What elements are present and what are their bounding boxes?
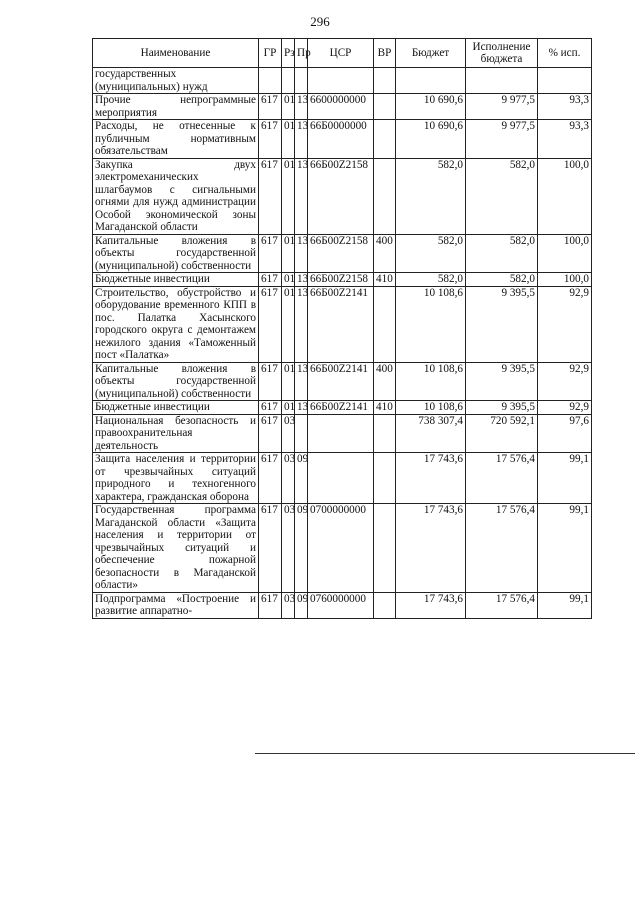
row-name: Национальная безопасность и правоохранительная деятельность [93,414,259,453]
bottom-rule [255,753,635,754]
row-pr: 13 [295,401,308,415]
row-pr: 09 [295,504,308,593]
row-csr: 66Б00Z2141 [308,401,374,415]
row-csr: 66Б00Z2141 [308,362,374,401]
row-percent: 93,3 [538,94,592,120]
row-name: Капитальные вложения в объекты государственной (муниципальной) собственности [93,234,259,273]
row-gr: 617 [259,592,282,618]
row-percent [538,68,592,94]
row-budget: 10 690,6 [396,120,466,159]
header-pr: Пр [295,39,308,68]
row-vr [374,414,396,453]
row-vr [374,592,396,618]
header-execution: Исполнение бюджета [466,39,538,68]
table-row [93,273,592,287]
row-percent: 100,0 [538,234,592,273]
row-name: Защита населения и территории от чрезвычайных ситуаций природного и техногенного характера, гражданская оборона [93,453,259,504]
row-gr: 617 [259,158,282,234]
row-gr: 617 [259,401,282,415]
row-gr [259,68,282,94]
header-budget: Бюджет [396,39,466,68]
header-gr: ГР [259,39,282,68]
row-name: Бюджетные инвестиции [93,273,259,287]
row-vr [374,504,396,593]
table-row [93,414,592,453]
table-header-row [93,39,592,68]
table-row [93,401,592,415]
header-rz: Рз [282,39,295,68]
row-percent: 93,3 [538,120,592,159]
row-percent: 99,1 [538,453,592,504]
row-pr: 13 [295,286,308,362]
row-execution: 9 395,5 [466,362,538,401]
row-gr: 617 [259,362,282,401]
row-execution: 9 395,5 [466,286,538,362]
row-vr: 400 [374,234,396,273]
header-percent: % исп. [538,39,592,68]
row-percent: 92,9 [538,286,592,362]
row-percent: 92,9 [538,401,592,415]
row-budget: 17 743,6 [396,592,466,618]
row-name: Государственная программа Магаданской области «Защита населения и территории от чрезвычайных ситуаций и обеспечение пожарной безопасности в Магаданской области» [93,504,259,593]
table-row [93,362,592,401]
row-csr: 66Б0000000 [308,120,374,159]
row-execution: 9 977,5 [466,120,538,159]
row-budget: 10 108,6 [396,401,466,415]
row-csr: 66Б00Z2158 [308,273,374,287]
row-rz: 01 [282,401,295,415]
row-name: Закупка двух электромеханических шлагбаумов с сигнальными огнями для нужд администрации Особой экономической зоны Магаданской области [93,158,259,234]
row-execution: 582,0 [466,273,538,287]
row-vr [374,120,396,159]
row-vr [374,94,396,120]
row-gr: 617 [259,273,282,287]
row-gr: 617 [259,234,282,273]
row-pr [295,68,308,94]
table-row [93,68,592,94]
row-rz: 03 [282,504,295,593]
budget-table [92,38,592,619]
row-vr [374,453,396,504]
row-pr: 09 [295,592,308,618]
row-vr [374,286,396,362]
row-execution: 9 977,5 [466,94,538,120]
row-budget: 582,0 [396,234,466,273]
row-csr [308,453,374,504]
row-gr: 617 [259,453,282,504]
row-budget: 10 690,6 [396,94,466,120]
row-csr: 0760000000 [308,592,374,618]
row-budget: 10 108,6 [396,286,466,362]
table-row [93,94,592,120]
row-name: государственных (муниципальных) нужд [93,68,259,94]
row-rz: 01 [282,120,295,159]
row-execution: 17 576,4 [466,504,538,593]
row-budget: 10 108,6 [396,362,466,401]
table-row [93,120,592,159]
row-pr [295,414,308,453]
row-gr: 617 [259,504,282,593]
row-percent: 92,9 [538,362,592,401]
row-csr: 66Б00Z2158 [308,234,374,273]
row-percent: 99,1 [538,592,592,618]
row-rz: 01 [282,234,295,273]
row-name: Капитальные вложения в объекты государственной (муниципальной) собственности [93,362,259,401]
row-execution [466,68,538,94]
row-rz: 01 [282,94,295,120]
row-execution: 17 576,4 [466,592,538,618]
row-pr: 13 [295,273,308,287]
row-execution: 582,0 [466,158,538,234]
row-vr [374,158,396,234]
table-row [93,504,592,593]
row-name: Строительство, обустройство и оборудование временного КПП в пос. Палатка Хасынского городского округа с демонтажем нежилого здания «Таможенный пост «Палатка» [93,286,259,362]
row-percent: 100,0 [538,273,592,287]
row-gr: 617 [259,286,282,362]
row-pr: 13 [295,234,308,273]
row-rz [282,68,295,94]
row-pr: 13 [295,94,308,120]
row-rz: 01 [282,286,295,362]
row-name: Подпрограмма «Построение и развитие аппаратно- [93,592,259,618]
row-gr: 617 [259,120,282,159]
row-percent: 100,0 [538,158,592,234]
row-vr: 410 [374,273,396,287]
row-vr: 400 [374,362,396,401]
row-execution: 17 576,4 [466,453,538,504]
row-vr [374,68,396,94]
row-rz: 01 [282,273,295,287]
row-pr: 13 [295,362,308,401]
row-percent: 97,6 [538,414,592,453]
row-gr: 617 [259,94,282,120]
row-rz: 01 [282,158,295,234]
row-budget [396,68,466,94]
header-vr: ВР [374,39,396,68]
header-csr: ЦСР [308,39,374,68]
row-csr: 6600000000 [308,94,374,120]
row-csr [308,68,374,94]
row-name: Прочие непрограммные мероприятия [93,94,259,120]
table-row [93,158,592,234]
row-pr: 13 [295,158,308,234]
row-csr [308,414,374,453]
row-gr: 617 [259,414,282,453]
row-csr: 66Б00Z2158 [308,158,374,234]
header-name: Наименование [93,39,259,68]
row-budget: 17 743,6 [396,504,466,593]
table-row [93,592,592,618]
row-pr: 13 [295,120,308,159]
row-budget: 582,0 [396,273,466,287]
row-percent: 99,1 [538,504,592,593]
row-budget: 17 743,6 [396,453,466,504]
row-execution: 9 395,5 [466,401,538,415]
row-csr: 0700000000 [308,504,374,593]
table-row [93,453,592,504]
row-rz: 03 [282,453,295,504]
row-execution: 720 592,1 [466,414,538,453]
row-pr: 09 [295,453,308,504]
table-row [93,234,592,273]
row-budget: 738 307,4 [396,414,466,453]
row-name: Бюджетные инвестиции [93,401,259,415]
row-name: Расходы, не отнесенные к публичным нормативным обязательствам [93,120,259,159]
row-execution: 582,0 [466,234,538,273]
row-budget: 582,0 [396,158,466,234]
page-number: 296 [310,14,330,29]
row-rz: 03 [282,414,295,453]
row-vr: 410 [374,401,396,415]
table-row [93,286,592,362]
row-rz: 03 [282,592,295,618]
row-rz: 01 [282,362,295,401]
row-csr: 66Б00Z2141 [308,286,374,362]
